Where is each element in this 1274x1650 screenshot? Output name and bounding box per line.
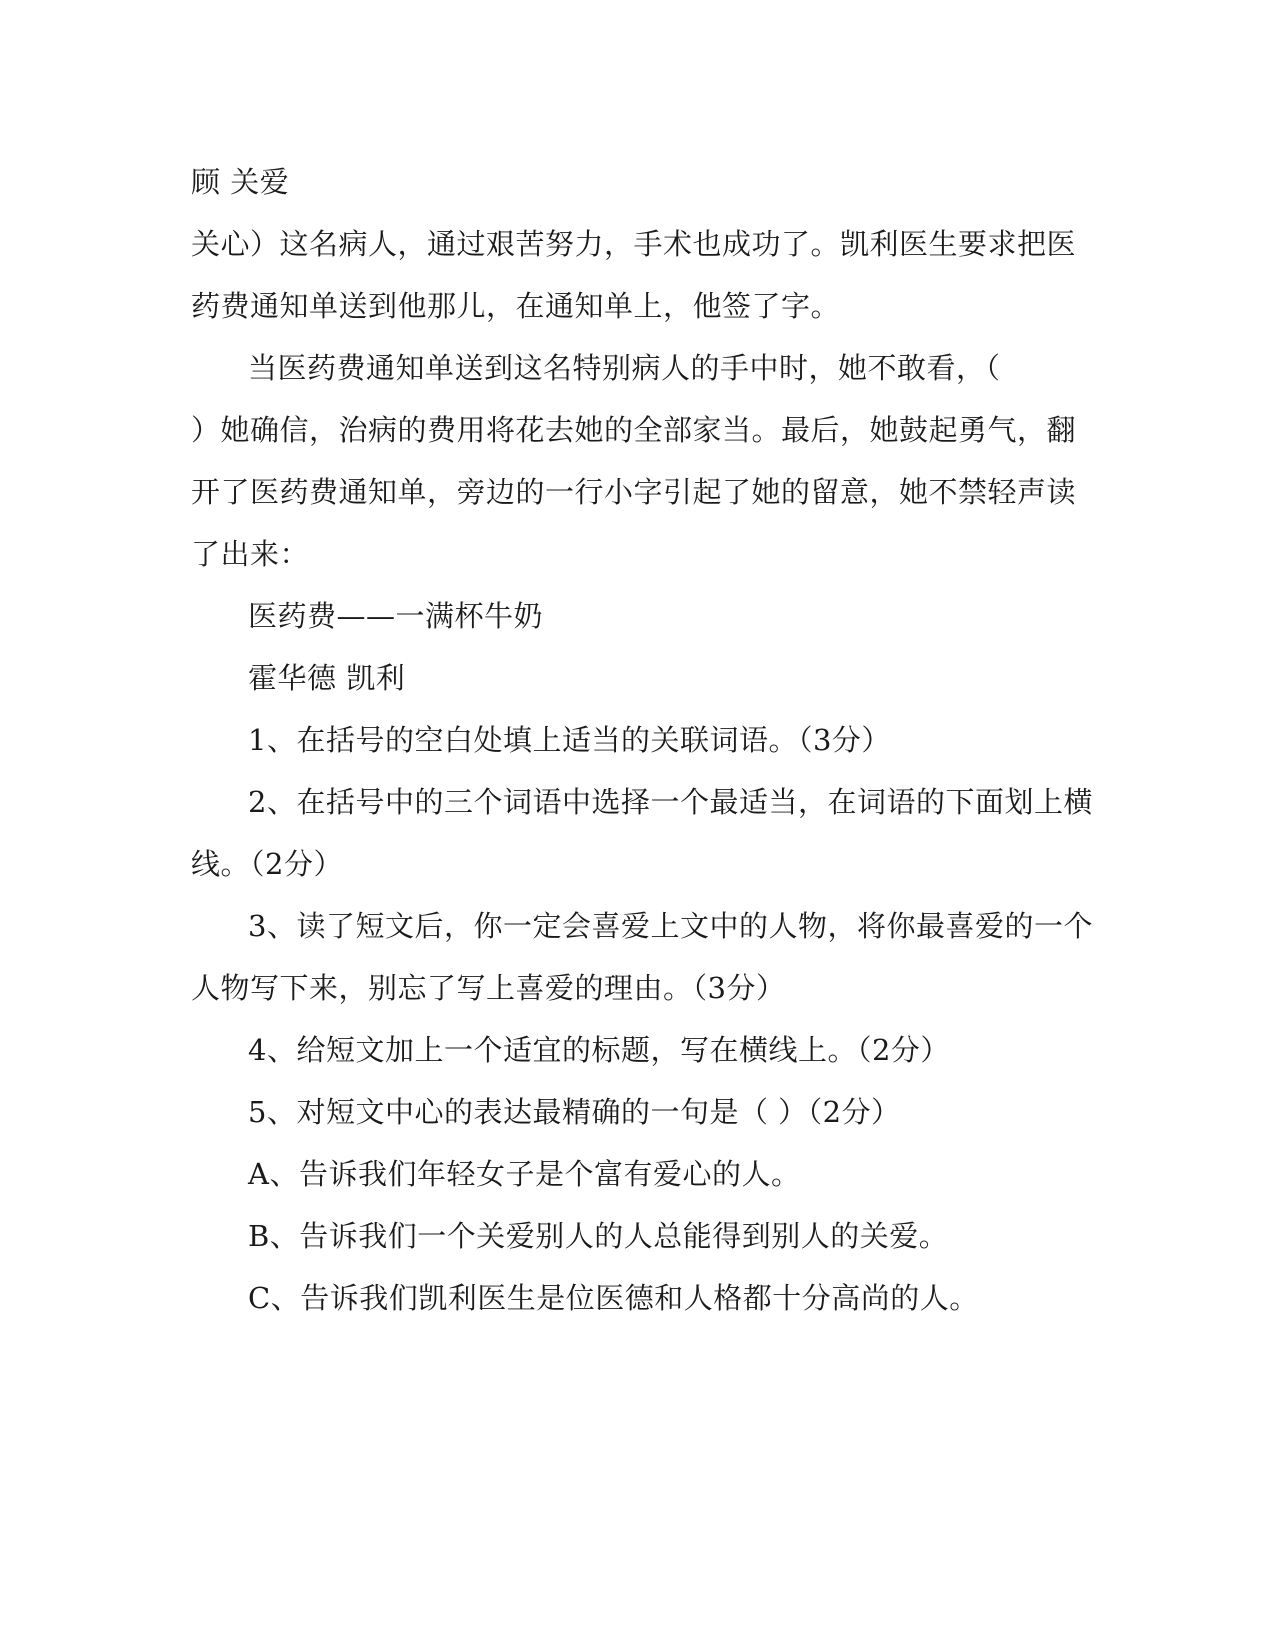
option-a: A、告诉我们年轻女子是个富有爱心的人。 — [248, 1157, 801, 1191]
text-line-1: 顾 关爱 — [191, 165, 290, 199]
option-b: B、告诉我们一个关爱别人的人总能得到别人的关爱。 — [248, 1219, 949, 1253]
signature-line: 霍华德 凯利 — [248, 661, 406, 695]
text-line-5: ）她确信，治病的费用将花去她的全部家当。最后，她鼓起勇气，翻 — [191, 413, 1077, 447]
question-3-cont: 人物写下来，别忘了写上喜爱的理由。（3分） — [191, 971, 786, 1005]
text-line-7: 了出来： — [191, 537, 310, 571]
question-2-cont: 线。（2分） — [191, 847, 343, 881]
question-4: 4、给短文加上一个适宜的标题，写在横线上。（2分） — [248, 1033, 950, 1067]
text-line-2: 关心）这名病人，通过艰苦努力，手术也成功了。凯利医生要求把医 — [191, 227, 1077, 261]
question-2: 2、在括号中的三个词语中选择一个最适当，在词语的下面划上横 — [248, 785, 1093, 819]
question-5: 5、对短文中心的表达最精确的一句是（ ）（2分） — [248, 1095, 901, 1129]
text-line-3: 药费通知单送到他那儿，在通知单上，他签了字。 — [191, 289, 841, 323]
text-line-6: 开了医药费通知单，旁边的一行小字引起了她的留意，她不禁轻声读 — [191, 475, 1077, 509]
question-1: 1、在括号的空白处填上适当的关联词语。（3分） — [248, 723, 891, 757]
question-3: 3、读了短文后，你一定会喜爱上文中的人物，将你最喜爱的一个 — [248, 909, 1093, 943]
option-c: C、告诉我们凯利医生是位医德和人格都十分高尚的人。 — [248, 1281, 979, 1315]
bill-line: 医药费——一满杯牛奶 — [248, 599, 544, 633]
text-line-4: 当医药费通知单送到这名特别病人的手中时，她不敢看，（ — [248, 351, 1001, 385]
